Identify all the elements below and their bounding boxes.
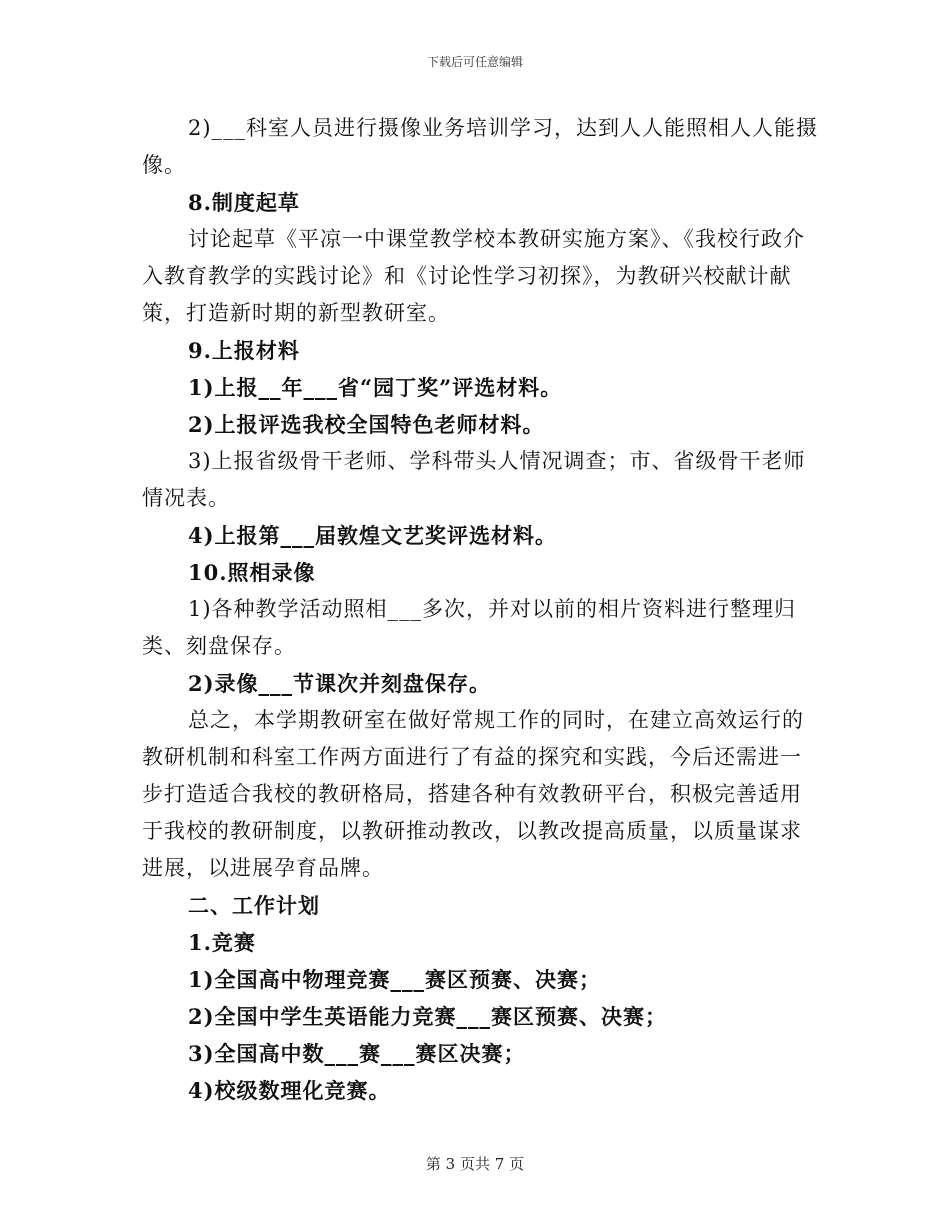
section-heading: 10.照相录像 bbox=[188, 560, 316, 585]
section-heading: 8.制度起草 bbox=[188, 190, 300, 215]
list-item: 4)上报第___届敦煌文艺奖评选材料。 bbox=[188, 523, 558, 548]
list-item: 1)全国高中物理竞赛___赛区预赛、决赛； bbox=[188, 967, 602, 992]
list-item: 3)上报省级骨干老师、学科带头人情况调查；市、省级骨干老师情况表。 bbox=[142, 449, 806, 510]
list-item: 1)上报__年___省“园丁奖”评选材料。 bbox=[188, 375, 563, 400]
list-item: 2)全国中学生英语能力竞赛___赛区预赛、决赛； bbox=[188, 1004, 668, 1029]
page-header: 下载后可任意编辑 bbox=[426, 55, 523, 69]
list-item: 2)上报评选我校全国特色老师材料。 bbox=[188, 412, 545, 437]
document-body bbox=[142, 110, 822, 1109]
list-item: 2)录像___节课次并刻盘保存。 bbox=[188, 671, 492, 696]
list-item: 4)校级数理化竞赛。 bbox=[188, 1078, 391, 1103]
section-heading: 9.上报材料 bbox=[188, 338, 300, 363]
paragraph: 2)___科室人员进行摄像业务培训学习，达到人人能照相人人能摄像。 bbox=[142, 116, 819, 177]
list-item: 1)各种教学活动照相___多次，并对以前的相片资料进行整理归类、刻盘保存。 bbox=[142, 597, 797, 658]
paragraph: 讨论起草《平凉一中课堂教学校本教研实施方案》、《我校行政介入教育教学的实践讨论》和《讨论性学习初探》，为教研兴校献计献策，打造新时期的新型教研室。 bbox=[142, 227, 805, 325]
paragraph: 总之，本学期教研室在做好常规工作的同时，在建立高效运行的教研机制和科室工作两方面进行了有益的探究和实践，今后还需进一步打造适合我校的教研格局，搭建各种有效教研平台，积极完善适用于我校的教研制度，以教研推动教改，以教改提高质量，以质量谋求进展，以进展孕育品牌。 bbox=[142, 708, 804, 880]
list-item: 3)全国高中数___赛___赛区决赛； bbox=[188, 1041, 526, 1066]
page-footer: 第 3 页共 7 页 bbox=[425, 1155, 525, 1173]
section-heading: 1.竞赛 bbox=[188, 930, 256, 955]
section-heading: 二、工作计划 bbox=[188, 893, 320, 918]
